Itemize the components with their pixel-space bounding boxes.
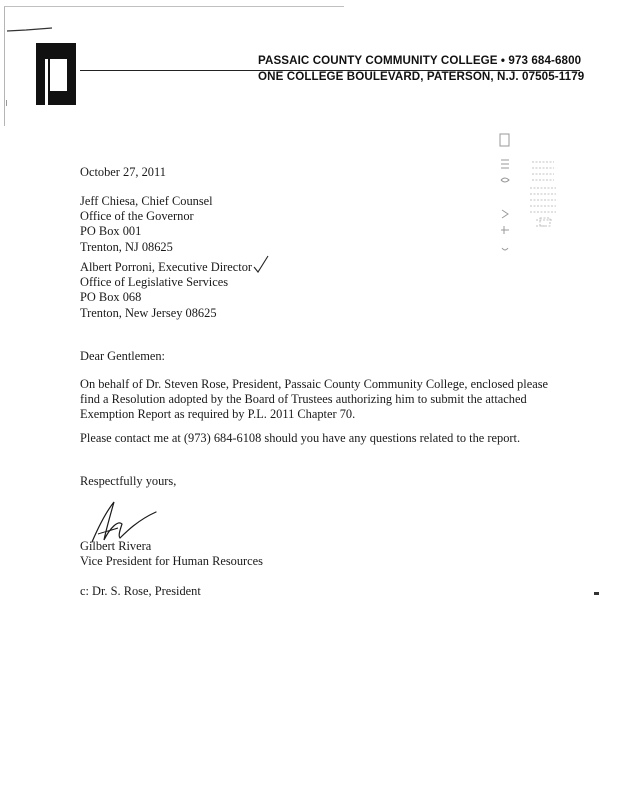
- letterhead-college-name: PASSAIC COUNTY COMMUNITY COLLEGE • 973 684-6800: [258, 54, 582, 67]
- scan-speck: [6, 100, 7, 106]
- recipient-address-governor: [80, 194, 213, 255]
- signature-block: [80, 539, 263, 569]
- scan-mark-icon: [6, 27, 54, 33]
- closing: Respectfully yours,: [80, 474, 177, 488]
- recipient-name: Albert Porroni, Executive Director: [80, 260, 253, 274]
- carbon-copy: c: Dr. S. Rose, President: [80, 584, 201, 598]
- recipient-po-box: PO Box 001: [80, 224, 142, 239]
- recipient-city: Trenton, NJ 08625: [80, 239, 173, 254]
- recipient-office: Office of Legislative Services: [80, 275, 229, 290]
- scan-speck: [594, 592, 599, 595]
- recipient-po-box: PO Box 068: [80, 290, 142, 305]
- scan-edge-top: [4, 6, 344, 7]
- recipient-office: Office of the Governor: [80, 209, 194, 224]
- received-stamp-icon: [492, 132, 574, 262]
- letter-date: October 27, 2011: [80, 165, 166, 179]
- recipient-city: Trenton, New Jersey 08625: [80, 305, 217, 320]
- paragraph-line: find a Resolution adopted by the Board of Trustees authorizing him to submit the attached: [80, 392, 527, 407]
- recipient-name: Jeff Chiesa, Chief Counsel: [80, 194, 213, 208]
- paragraph-line: Exemption Report as required by P.L. 2011 Chapter 70.: [80, 407, 356, 422]
- body-paragraph-2: Please contact me at (973) 684-6108 should you have any questions related to the report.: [80, 431, 521, 445]
- scan-edge-left: [4, 6, 5, 126]
- checkmark-icon: [252, 254, 270, 274]
- salutation: Dear Gentlemen:: [80, 349, 165, 363]
- letterhead-address: ONE COLLEGE BOULEVARD, PATERSON, N.J. 07505-1179: [258, 70, 585, 83]
- recipient-address-legislative: [80, 260, 252, 321]
- body-paragraph-1: [80, 377, 548, 423]
- paragraph-line: On behalf of Dr. Steven Rose, President, Passaic County Community College, enclosed please: [80, 377, 549, 391]
- college-logo-icon: [36, 43, 76, 105]
- signer-name: Gilbert Rivera: [80, 539, 152, 553]
- signer-title: Vice President for Human Resources: [80, 554, 263, 569]
